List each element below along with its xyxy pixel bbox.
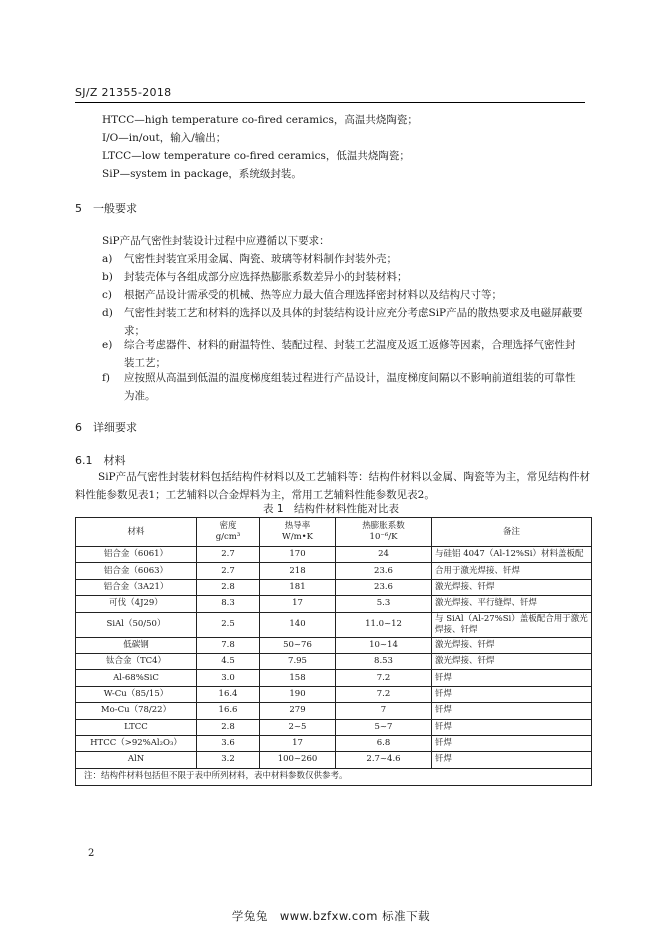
cell-material: 低碳钢: [76, 637, 197, 653]
cell-density: 2.7: [197, 547, 260, 563]
cell-material: 钛合金（TC4）: [76, 653, 197, 669]
list-item-text: 气密性封装宜采用金属、陶瓷、玻璃等材料制作封装外壳；: [124, 253, 397, 265]
cell-remark: 与硅铝 4047（Al-12%Si）材料盖板配: [432, 547, 592, 563]
cell-remark: 激光焊接、钎焊: [432, 637, 592, 653]
table-caption: 表 1 结构件材料性能对比表: [262, 503, 400, 515]
cell-cte: 8.53: [336, 653, 432, 669]
list-item-label: d): [102, 307, 113, 319]
standard-number: SJ/Z 21355-2018: [75, 86, 172, 99]
table-row: [76, 735, 592, 751]
table-row: [76, 612, 592, 637]
section-6-1-paragraph: SiP产品气密性封装材料包括结构件材料以及工艺辅料等：结构件材料以金属、陶瓷等为主，常见结构件材料性能参数见表1；工艺辅料以合金焊料为主，常用工艺辅料性能参数见表2。: [75, 471, 590, 501]
cell-conductivity: 17: [260, 735, 336, 751]
cell-remark: 合用于激光焊接、钎焊: [432, 563, 592, 579]
list-item-label: a): [102, 253, 113, 265]
list-item-text: 综合考虑器件、材料的耐温特性、装配过程、封装工艺温度及返工返修等因素，合理选择气密性封装工艺；: [124, 339, 576, 369]
cell-conductivity: 50~76: [260, 637, 336, 653]
table-row: [76, 719, 592, 735]
cell-material: SiAl（50/50）: [76, 612, 197, 637]
cell-remark: 钎焊: [432, 703, 592, 719]
cell-material: Al-68%SiC: [76, 670, 197, 686]
section-6-heading: 6 详细要求: [75, 421, 137, 434]
header-remark: 备注: [432, 518, 592, 547]
cell-material: HTCC（>92%Al₂O₃）: [76, 735, 197, 751]
cell-density: 3.0: [197, 670, 260, 686]
table-row: [76, 547, 592, 563]
cell-cte: 2.7~4.6: [336, 752, 432, 768]
cell-density: 7.8: [197, 637, 260, 653]
density-unit: g/cm³: [215, 532, 241, 542]
cell-density: 16.4: [197, 686, 260, 702]
cte-unit: 10⁻⁶/K: [369, 532, 398, 542]
cell-material: AlN: [76, 752, 197, 768]
cell-cte: 23.6: [336, 563, 432, 579]
list-item-text: 封装壳体与各组成部分应选择热膨胀系数差异小的封装材料；: [124, 271, 408, 283]
section-6-1-heading: 6.1 材料: [75, 454, 126, 467]
list-item-label: e): [102, 339, 113, 351]
site-footer: 学兔兔 www.bzfxw.com 标准下载: [231, 909, 431, 923]
cell-conductivity: 181: [260, 579, 336, 595]
cell-remark: 钎焊: [432, 735, 592, 751]
table-note: 注：结构件材料包括但不限于表中所列材料，表中材料参数仅供参考。: [76, 768, 592, 785]
table-row: [76, 670, 592, 686]
table-row: [76, 653, 592, 669]
cell-cte: 10~14: [336, 637, 432, 653]
header-cte: [336, 518, 432, 547]
list-item-text: 应按照从高温到低温的温度梯度组装过程进行产品设计，温度梯度间隔以不影响前道组装的可靠性为准。: [124, 372, 576, 402]
header-conductivity: [260, 518, 336, 547]
cell-density: 8.3: [197, 596, 260, 612]
table-row: [76, 686, 592, 702]
conductivity-unit: W/m•K: [281, 532, 314, 542]
cell-remark: 钎焊: [432, 719, 592, 735]
cell-remark: 激光焊接、钎焊: [432, 653, 592, 669]
cell-density: 2.7: [197, 563, 260, 579]
cell-cte: 7.2: [336, 686, 432, 702]
abbreviation-htcc: HTCC—high temperature co-fired ceramics，高温共烧陶瓷；: [102, 114, 418, 126]
cell-density: 3.2: [197, 752, 260, 768]
cell-conductivity: 17: [260, 596, 336, 612]
cell-cte: 7.2: [336, 670, 432, 686]
section-5-heading: 5 一般要求: [75, 202, 137, 215]
list-item-label: b): [102, 271, 113, 283]
abbreviation-ltcc: LTCC—low temperature co-fired ceramics，低温共烧陶瓷；: [102, 150, 410, 162]
list-item-label: c): [102, 289, 112, 301]
table-row: [76, 703, 592, 719]
section-5-intro: SiP产品气密性封装设计过程中应遵循以下要求：: [102, 235, 330, 247]
table-row: [76, 752, 592, 768]
cell-cte: 23.6: [336, 579, 432, 595]
cell-remark: 钎焊: [432, 686, 592, 702]
cell-conductivity: 140: [260, 612, 336, 637]
page-number: 2: [88, 848, 95, 859]
cell-material: 铝合金（6063）: [76, 563, 197, 579]
cell-cte: 24: [336, 547, 432, 563]
cell-conductivity: 2~5: [260, 719, 336, 735]
cell-remark: 与 SiAl（Al-27%Si）盖板配合用于激光焊接、钎焊: [432, 612, 592, 637]
list-item-text: 根据产品设计需承受的机械、热等应力最大值合理选择密封材料以及结构尺寸等；: [124, 289, 502, 301]
cell-conductivity: 170: [260, 547, 336, 563]
cell-conductivity: 100~260: [260, 752, 336, 768]
cell-remark: 钎焊: [432, 752, 592, 768]
cell-conductivity: 218: [260, 563, 336, 579]
cell-conductivity: 190: [260, 686, 336, 702]
table-row: [76, 563, 592, 579]
cell-conductivity: 7.95: [260, 653, 336, 669]
cell-remark: 钎焊: [432, 670, 592, 686]
cell-material: 可伐（4J29）: [76, 596, 197, 612]
materials-table: [75, 517, 592, 786]
header-material: 材料: [76, 518, 197, 547]
table-header-row: [76, 518, 592, 547]
cell-density: 3.6: [197, 735, 260, 751]
cell-material: 铝合金（6061）: [76, 547, 197, 563]
cell-density: 2.8: [197, 579, 260, 595]
table-row: [76, 637, 592, 653]
table-row: [76, 579, 592, 595]
cell-cte: 5.3: [336, 596, 432, 612]
list-item-label: f): [102, 372, 110, 384]
cell-material: LTCC: [76, 719, 197, 735]
header-density: [197, 518, 260, 547]
cell-conductivity: 279: [260, 703, 336, 719]
table-note-row: [76, 768, 592, 785]
cell-remark: 激光焊接、钎焊: [432, 579, 592, 595]
cell-density: 2.8: [197, 719, 260, 735]
table-row: [76, 596, 592, 612]
cte-label: 热膨胀系数: [362, 521, 405, 531]
list-item-text: 气密性封装工艺和材料的选择以及具体的封装结构设计应充分考虑SiP产品的散热要求及电磁屏蔽要求；: [124, 307, 583, 337]
density-label: 密度: [219, 521, 237, 531]
abbreviation-sip: SiP—system in package，系统级封装。: [102, 168, 302, 180]
header-rule: [75, 102, 585, 103]
cell-material: W-Cu（85/15）: [76, 686, 197, 702]
conductivity-label: 热导率: [284, 521, 311, 531]
cell-cte: 6.8: [336, 735, 432, 751]
cell-density: 16.6: [197, 703, 260, 719]
cell-material: 铝合金（3A21）: [76, 579, 197, 595]
cell-density: 4.5: [197, 653, 260, 669]
cell-cte: 7: [336, 703, 432, 719]
cell-cte: 5~7: [336, 719, 432, 735]
cell-material: Mo-Cu（78/22）: [76, 703, 197, 719]
cell-conductivity: 158: [260, 670, 336, 686]
cell-density: 2.5: [197, 612, 260, 637]
cell-remark: 激光焊接、平行缝焊、钎焊: [432, 596, 592, 612]
abbreviation-io: I/O—in/out，输入/输出；: [102, 132, 227, 144]
cell-cte: 11.0~12: [336, 612, 432, 637]
